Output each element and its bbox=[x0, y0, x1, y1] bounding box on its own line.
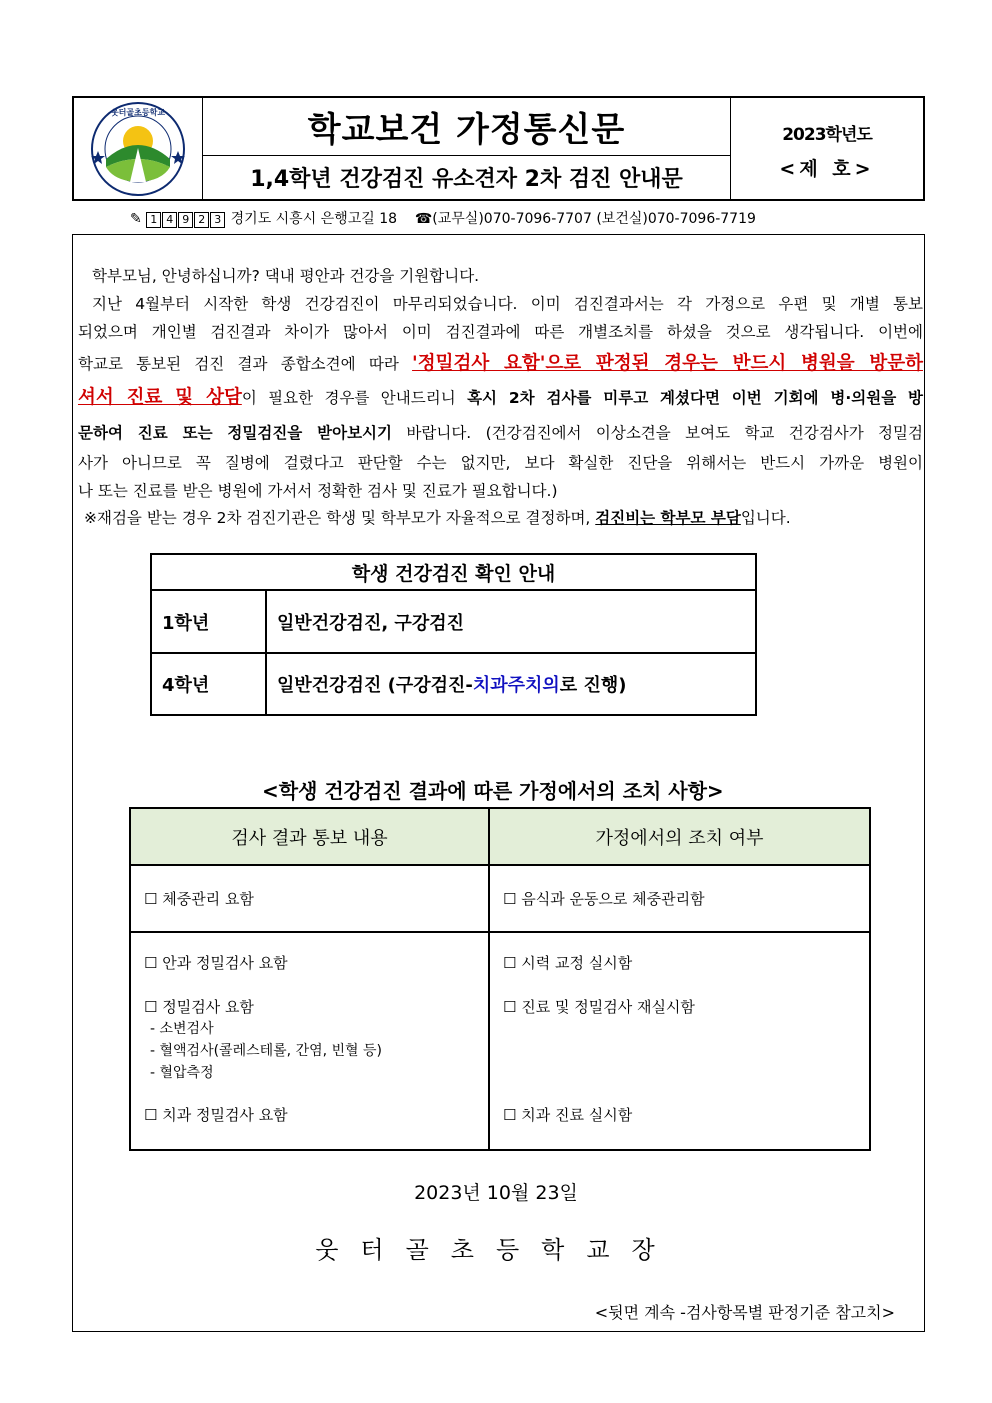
pen-icon: ✎ bbox=[130, 211, 142, 227]
result-cell: ☐ 안과 정밀검사 요함 ☐ 정밀검사 요함 - 소변검사 - 혈액검사(콜레스테롤, 간염, 빈혈 등) - 혈압측정 ☐ 치과 정밀검사 요함 bbox=[130, 932, 489, 1150]
school-logo bbox=[86, 101, 190, 197]
table-row bbox=[130, 932, 870, 1150]
header-box bbox=[72, 96, 925, 201]
table-row bbox=[151, 653, 756, 715]
table-row bbox=[130, 865, 870, 932]
result-cell: ☐ 체중관리 요함 bbox=[130, 865, 489, 932]
logo-cell bbox=[74, 98, 203, 199]
body-line-6: 사가 아니므로 꼭 질병에 걸렸다고 판단할 수는 없지만, 보다 확실한 진단을 위해서는 반드시 가까운 병원이 bbox=[78, 454, 923, 472]
col-header-action: 가정에서의 조치 여부 bbox=[489, 808, 870, 865]
body-line-7: 나 또는 진료를 받은 병원에 가서서 정확한 검사 및 진료가 필요합니다.) bbox=[78, 482, 558, 500]
table-row bbox=[151, 590, 756, 653]
checkup-desc: 일반건강검진 (구강검진-치과주치의로 진행) bbox=[266, 653, 756, 715]
principal-signature: 웃터골초등학교장 bbox=[315, 1236, 677, 1264]
dental-program: 치과주치의 bbox=[472, 675, 560, 696]
cost-note: 검진비는 학부모 부담 bbox=[595, 509, 741, 527]
svg-text:웃터골초등학교: 웃터골초등학교 bbox=[110, 108, 166, 117]
note-line: ※재검을 받는 경우 2차 검진기관은 학생 및 학부모가 자율적으로 결정하며, 검진비는 학부모 부담입니다. bbox=[84, 509, 791, 527]
checkup-info-table bbox=[150, 553, 757, 716]
document-subtitle: 1,4학년 건강검진 유소견자 2차 검진 안내문 bbox=[250, 167, 683, 192]
action-table-title: <학생 건강검진 결과에 따른 가정에서의 조치 사항> bbox=[262, 779, 724, 803]
grade-cell: 1학년 bbox=[151, 590, 266, 653]
emphasis-red-2: 셔서 진료 및 상담 bbox=[78, 387, 242, 408]
footer-note: <뒷면 계속 -검사항목별 판정기준 참고치> bbox=[594, 1303, 895, 1322]
issue-date: 2023년 10월 23일 bbox=[414, 1182, 578, 1204]
action-cell: ☐ 시력 교정 실시함 ☐ 진료 및 정밀검사 재실시함 ☐ 치과 진료 실시함 bbox=[489, 932, 870, 1150]
grade-cell: 4학년 bbox=[151, 653, 266, 715]
phone-numbers: ☎(교무실)070-7096-7707 (보건실)070-7096-7719 bbox=[414, 211, 756, 227]
action-cell: ☐ 음식과 운동으로 체중관리함 bbox=[489, 865, 870, 932]
emphasis-red-1: '정밀검사 요함'으로 판정된 경우는 반드시 병원을 방문하 bbox=[412, 353, 923, 374]
body-line-1: 지난 4월부터 시작한 학생 건강검진이 마무리되었습니다. 이미 검진결과서는 각 가정으로 우편 및 개별 통보 bbox=[92, 295, 923, 313]
body-line-4: 셔서 진료 및 상담이 필요한 경우를 안내드리니 혹시 2차 검사를 미루고 계셨다면 이번 기회에 병·의원을 방 bbox=[78, 387, 923, 408]
school-year: 2023학년도 bbox=[782, 125, 872, 145]
checkup-desc: 일반건강검진, 구강검진 bbox=[266, 590, 756, 653]
zip-code: 1 4 9 2 3 bbox=[146, 211, 230, 227]
street-address: 경기도 시흥시 은행고길 18 bbox=[230, 211, 398, 227]
document-title: 학교보건 가정통신문 bbox=[203, 98, 730, 156]
col-header-result: 검사 결과 통보 내용 bbox=[130, 808, 489, 865]
body-line-2: 되었으며 개인별 검진결과 차이가 많아서 이미 검진결과에 따른 개별조치를 하셨을 것으로 생각됩니다. 이번에 bbox=[78, 323, 923, 341]
greeting: 학부모님, 안녕하십니까? 댁내 평안과 건강을 기원합니다. bbox=[92, 267, 480, 285]
checkup-table-title: 학생 건강검진 확인 안내 bbox=[151, 554, 756, 590]
year-cell bbox=[730, 98, 923, 199]
body-line-3: 학교로 통보된 검진 결과 종합소견에 따라 '정밀검사 요함'으로 판정된 경우는 반드시 병원을 방문하 bbox=[78, 353, 923, 374]
body-line-5: 문하여 진료 또는 정밀검진을 받아보시기 바랍니다. (건강검진에서 이상소견을 보여도 학교 건강검사가 정밀검 bbox=[78, 424, 923, 442]
action-table bbox=[129, 807, 871, 1151]
issue-number: <제 호> bbox=[779, 158, 875, 180]
address-line bbox=[130, 208, 890, 228]
